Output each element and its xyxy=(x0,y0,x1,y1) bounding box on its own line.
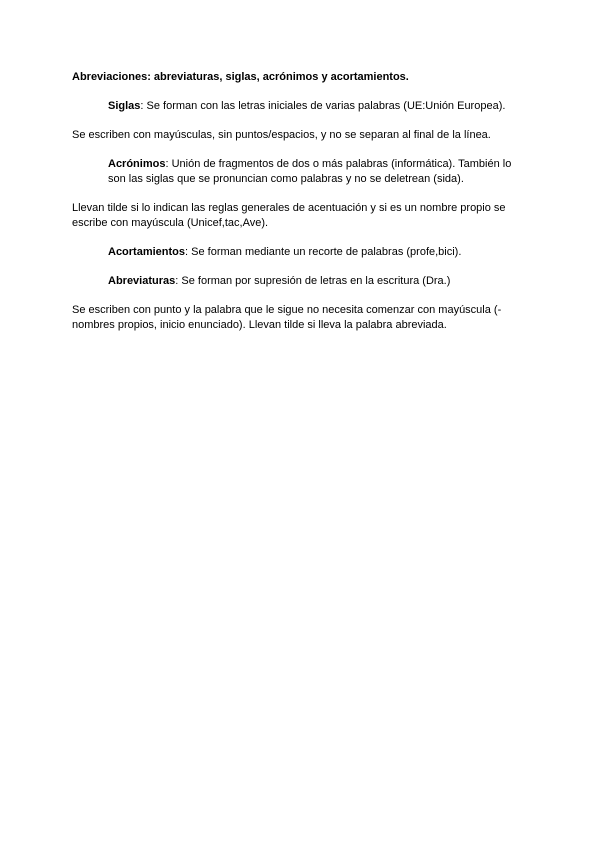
term-acronimos: Acrónimos xyxy=(108,158,166,170)
term-acortamientos: Acortamientos xyxy=(108,246,186,258)
definition-siglas: : Se forman con las letras iniciales de varias palabras (UE:Unión Europea). xyxy=(140,100,506,112)
rules-acronimos: Llevan tilde si lo indican las reglas generales de acentuación y si es un nombre propio se escribe con mayúscula (Unicef,tac,Ave). xyxy=(72,202,506,229)
paragraph-acronimos-rules xyxy=(72,201,524,231)
paragraph-siglas xyxy=(72,99,524,114)
term-siglas: Siglas xyxy=(108,100,141,112)
document-title: Abreviaciones: abreviaturas, siglas, acrónimos y acortamientos. xyxy=(72,71,409,83)
paragraph-abreviaturas-rules xyxy=(72,303,524,333)
paragraph-siglas-rules xyxy=(72,128,524,143)
paragraph-acortamientos xyxy=(72,245,524,260)
document-page xyxy=(72,70,524,347)
paragraph-abreviaturas xyxy=(72,274,524,289)
definition-abreviaturas: : Se forman por supresión de letras en la escritura (Dra.) xyxy=(175,275,451,287)
rules-siglas: Se escriben con mayúsculas, sin puntos/espacios, y no se separan al final de la línea. xyxy=(72,129,491,141)
paragraph-acronimos xyxy=(72,157,524,187)
term-abreviaturas: Abreviaturas xyxy=(108,275,176,287)
definition-acortamientos: : Se forman mediante un recorte de palabras (profe,bici). xyxy=(185,246,462,258)
definition-acronimos: : Unión de fragmentos de dos o más palabras (informática). También lo son las siglas que se pronuncian como palabras y no se deletrean (sida). xyxy=(108,158,512,185)
rules-abreviaturas: Se escriben con punto y la palabra que le sigue no necesita comenzar con mayúscula (-nombres propios, inicio enunciado). Llevan tilde si lleva la palabra abreviada. xyxy=(72,304,502,331)
